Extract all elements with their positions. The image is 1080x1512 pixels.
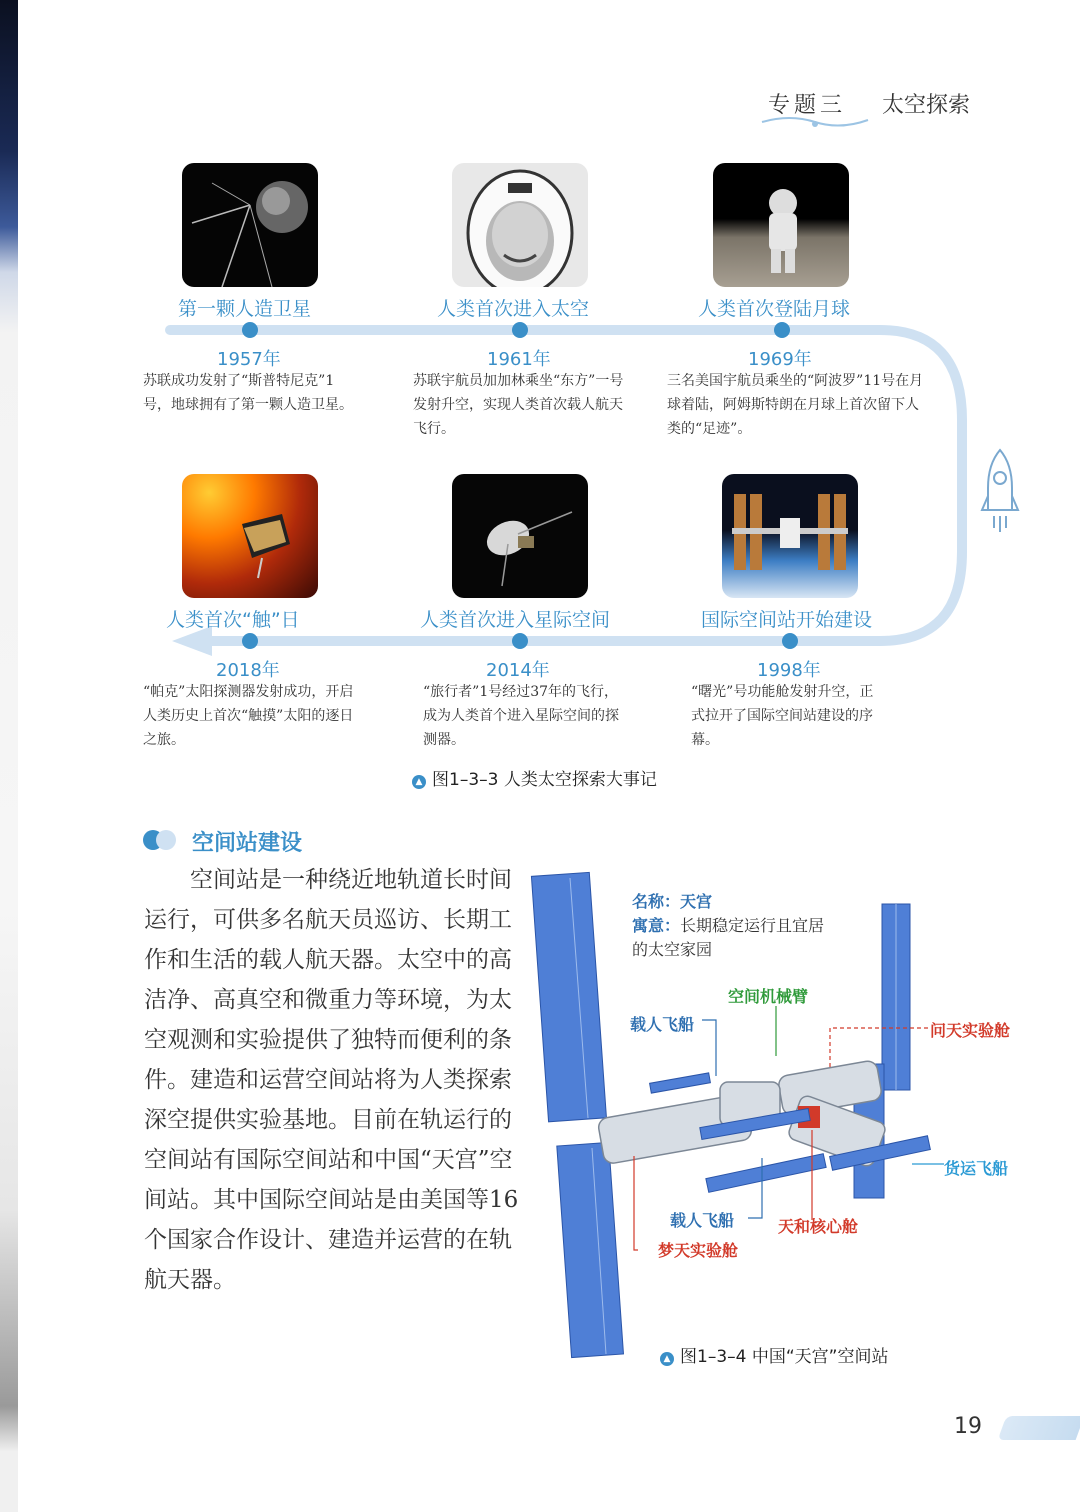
timeline-caption-text: 图1–3–3 人类太空探索大事记 <box>432 770 657 790</box>
section-title: 空间站建设 <box>192 831 303 856</box>
chapter-subject: 太空探索 <box>882 93 971 118</box>
iss-photo <box>722 474 858 598</box>
section-body <box>144 860 522 1300</box>
event-desc-1998: “曙光”号功能舱发射升空，正式拉开了国际空间站建设的序幕。 <box>691 684 874 748</box>
name-label: 名称： <box>632 892 681 911</box>
timeline-caption <box>412 765 657 790</box>
meaning-value-2: 的太空家园 <box>632 940 713 959</box>
event-desc-1957: 苏联成功发射了“斯普特尼克”1号，地球拥有了第一颗人造卫星。 <box>143 373 353 413</box>
caption-marker-icon: ▲ <box>412 775 426 789</box>
diagram-caption <box>660 1342 888 1367</box>
station-name-box <box>632 890 824 962</box>
event-year-1961: 1961年 <box>487 349 551 370</box>
rocket-icon <box>982 450 1018 532</box>
event-desc-2018: “帕克”太阳探测器发射成功，开启人类历史上首次“触摸”太阳的逐日之旅。 <box>143 684 354 748</box>
event-desc-2014: “旅行者”1号经过37年的飞行，成为人类首个进入星际空间的探测器。 <box>423 684 619 748</box>
name-value: 天宫 <box>680 892 713 911</box>
voyager-photo <box>452 474 588 598</box>
section-body-paragraph: 空间站是一种绕近地轨道长时间运行，可供多名航天员巡访、长期工作和生活的载人航天器。太空中的高洁净、高真空和微重力等环境，为太空观测和实验提供了独特而便利的条件。建造和运营空间站将为人类探索深空提供实验基地。目前在轨运行的空间站有国际空间站和中国“天宫”空间站。其中国际空间站是由美国等16个国家合作设计、建造并运营的在轨航天器。 <box>144 867 519 1293</box>
chapter-topic: 专题三 <box>768 93 847 118</box>
event-title-2018: 人类首次“触”日 <box>166 609 300 631</box>
page-number-bar <box>998 1416 1080 1440</box>
event-year-1969: 1969年 <box>748 349 812 370</box>
gagarin-photo <box>452 163 588 287</box>
diagram-caption-text: 图1–3–4 中国“天宫”空间站 <box>680 1347 889 1367</box>
page-number: 19 <box>954 1414 982 1439</box>
caption-marker-icon: ▲ <box>660 1352 674 1366</box>
sputnik-photo <box>182 163 318 287</box>
event-title-1998: 国际空间站开始建设 <box>701 609 873 631</box>
tiangong-diagram <box>530 868 1050 1368</box>
meaning-label: 寓意： <box>632 916 681 935</box>
event-year-1998: 1998年 <box>757 660 821 681</box>
section-toggle-icon <box>142 829 178 851</box>
label-mengtian: 梦天实验舱 <box>658 1241 739 1260</box>
label-crew-ship-top: 载人飞船 <box>630 1015 695 1034</box>
event-year-2018: 2018年 <box>216 660 280 681</box>
label-tianhe: 天和核心舱 <box>778 1217 859 1236</box>
event-title-2014: 人类首次进入星际空间 <box>420 609 611 631</box>
meaning-value-1: 长期稳定运行且宜居 <box>680 916 825 935</box>
label-crew-ship-bottom: 载人飞船 <box>670 1211 735 1230</box>
event-title-1961: 人类首次进入太空 <box>437 298 590 320</box>
event-desc-1969: 三名美国宇航员乘坐的“阿波罗”11号在月球着陆，阿姆斯特朗在月球上首次留下人类的“足迹”。 <box>667 373 924 437</box>
label-cargo-ship: 货运飞船 <box>944 1159 1009 1178</box>
event-title-1957: 第一颗人造卫星 <box>178 298 312 320</box>
event-year-1957: 1957年 <box>217 349 281 370</box>
moon-landing-photo <box>713 163 849 287</box>
event-title-1969: 人类首次登陆月球 <box>698 298 851 320</box>
parker-probe-photo <box>182 474 318 598</box>
event-year-2014: 2014年 <box>486 660 550 681</box>
label-wentian: 问天实验舱 <box>930 1021 1011 1040</box>
event-desc-1961: 苏联宇航员加加林乘坐“东方”一号发射升空，实现人类首次载人航天飞行。 <box>413 373 624 437</box>
label-robotic-arm: 空间机械臂 <box>728 987 809 1006</box>
